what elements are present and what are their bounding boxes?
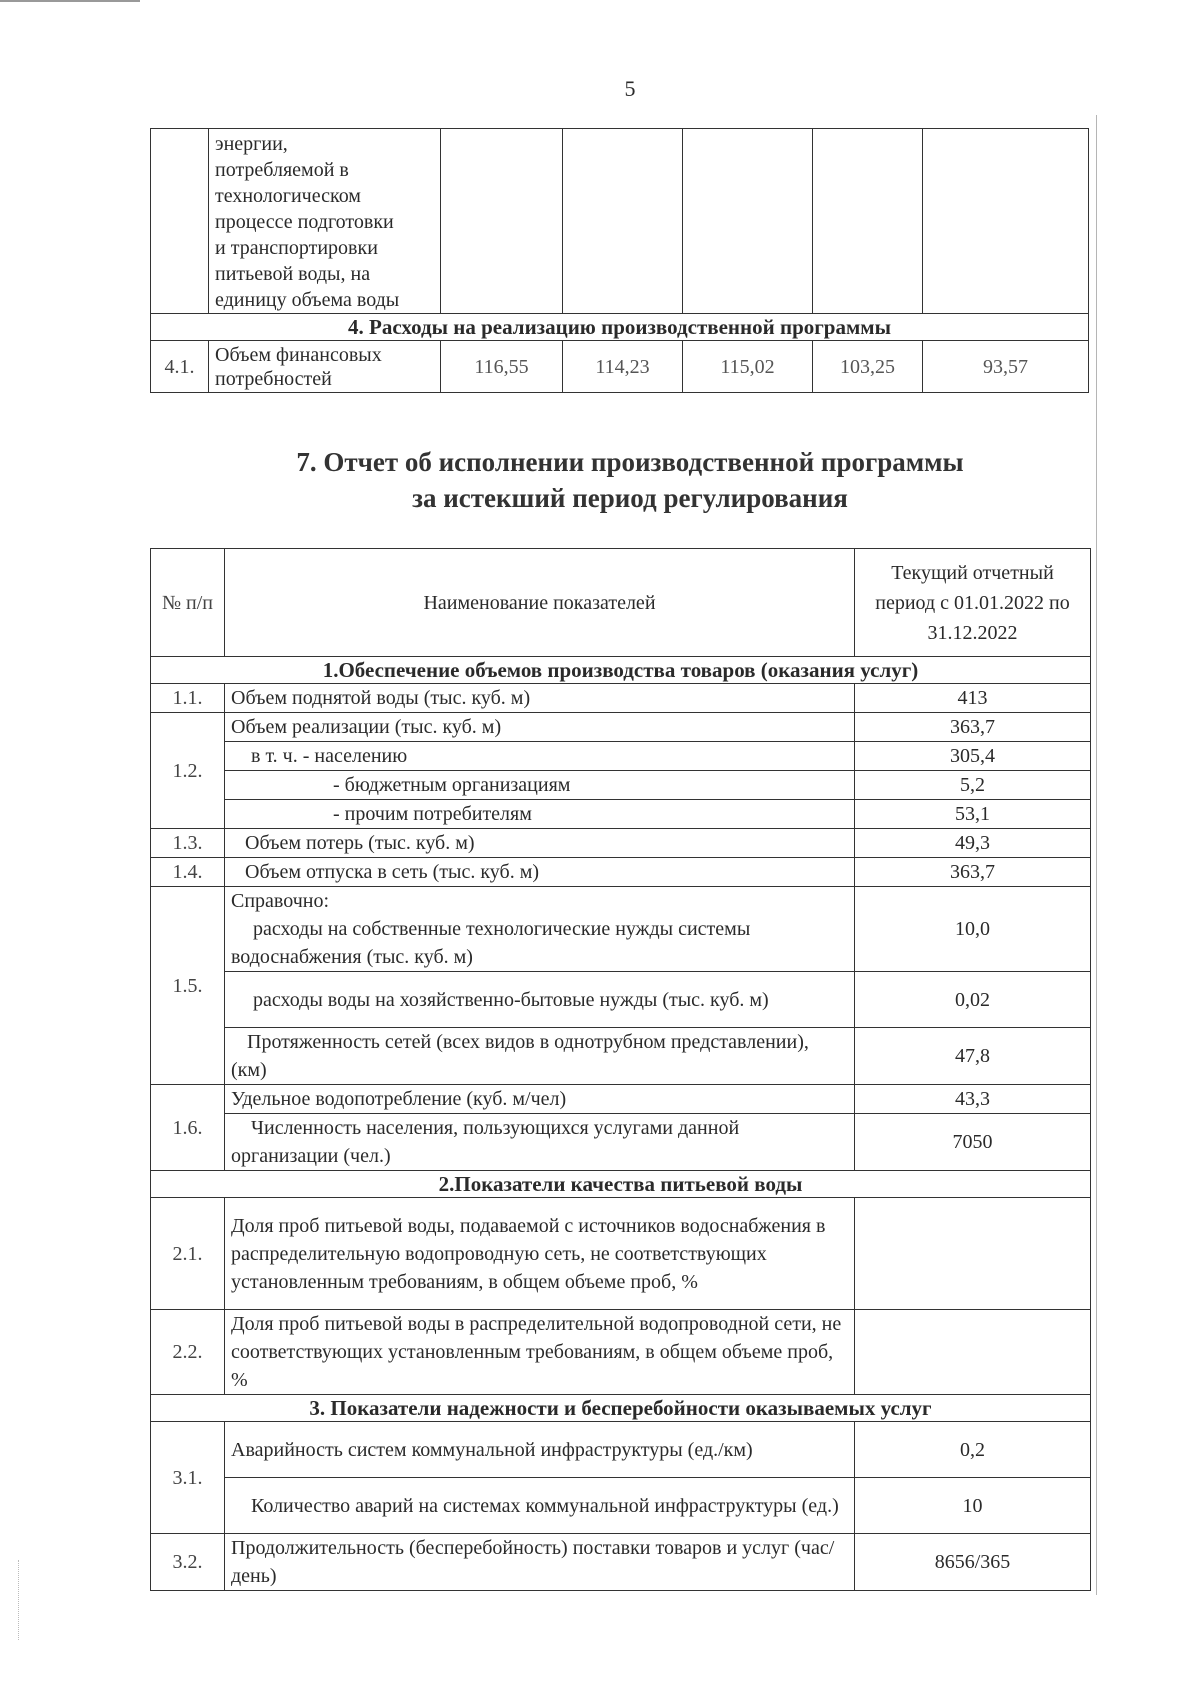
- indicator-name-cell: Протяженность сетей (всех видов в однотрубном представлении), (км): [225, 1028, 855, 1085]
- table-row: [151, 771, 1091, 800]
- value-cell: [855, 1310, 1091, 1395]
- row-number-cell: 2.1.: [151, 1198, 225, 1310]
- indicator-name-cell: Объем потерь (тыс. куб. м): [225, 829, 855, 858]
- indicator-name-cell: Объем финансовых потребностей: [209, 341, 441, 393]
- indicator-name-cell: - бюджетным организациям: [225, 771, 855, 800]
- value-cell: 413: [855, 684, 1091, 713]
- indicator-name-cell: Доля проб питьевой воды, подаваемой с источников водоснабжения в распределительную водопроводную сеть, не соответствующих установленным требованиям, в общем объеме проб, %: [225, 1198, 855, 1310]
- indicator-name-cell: расходы воды на хозяйственно-бытовые нужды (тыс. куб. м): [225, 972, 855, 1028]
- indicator-name-cell: Аварийность систем коммунальной инфраструктуры (ед./км): [225, 1422, 855, 1478]
- report-title-line-2: за истекший период регулирования: [412, 483, 848, 513]
- value-cell: 116,55: [441, 341, 563, 393]
- section-title: 1.Обеспечение объемов производства товаров (оказания услуг): [151, 657, 1091, 684]
- value-cell: [855, 1198, 1091, 1310]
- table-row: [151, 1085, 1091, 1114]
- row-number-cell: 2.2.: [151, 1310, 225, 1395]
- reference-label: Справочно:: [231, 890, 330, 912]
- value-cell: 47,8: [855, 1028, 1091, 1085]
- header-row: [151, 549, 1091, 657]
- indicator-name-cell: энергии, потребляемой в технологическом процессе подготовки и транспортировки питьевой воды, на единицу объема воды: [209, 129, 441, 314]
- value-cell: 10,0: [855, 887, 1091, 972]
- value-cell: 7050: [855, 1114, 1091, 1171]
- report-title-line-1: 7. Отчет об исполнении производственной программы: [296, 447, 964, 477]
- section-header-row: [151, 1395, 1091, 1422]
- indicator-name-cell: Объем реализации (тыс. куб. м): [225, 713, 855, 742]
- table-row: [151, 1478, 1091, 1534]
- table-row: [151, 684, 1091, 713]
- indicator-name-text: расходы на собственные технологические нужды системы водоснабжения (тыс. куб. м): [231, 918, 751, 968]
- table-row: [151, 1028, 1091, 1085]
- value-cell: 103,25: [813, 341, 923, 393]
- header-period: Текущий отчетный период с 01.01.2022 по 31.12.2022: [855, 549, 1091, 657]
- section-title: 2.Показатели качества питьевой воды: [151, 1171, 1091, 1198]
- value-cell: 0,2: [855, 1422, 1091, 1478]
- value-cell: 363,7: [855, 713, 1091, 742]
- scan-margin-marks: [18, 1560, 20, 1640]
- indicator-name-cell: Численность населения, пользующихся услугами данной организации (чел.): [225, 1114, 855, 1171]
- page-number: 5: [624, 76, 636, 101]
- row-number-cell: 4.1.: [151, 341, 209, 393]
- scan-edge-mark: [0, 0, 140, 2]
- table-row: [151, 1198, 1091, 1310]
- indicator-name-cell: [225, 887, 855, 972]
- table-row: [151, 1422, 1091, 1478]
- indicator-name-cell: в т. ч. - населению: [225, 742, 855, 771]
- row-number-cell: 1.1.: [151, 684, 225, 713]
- indicator-name-cell: Удельное водопотребление (куб. м/чел): [225, 1085, 855, 1114]
- table-row: [151, 129, 1089, 314]
- row-number-cell: 3.1.: [151, 1422, 225, 1534]
- table-row: [151, 1310, 1091, 1395]
- value-cell: 8656/365: [855, 1534, 1091, 1591]
- indicator-name-cell: Доля проб питьевой воды в распределительной водопроводной сети, не соответствующих установленным требованиям, в общем объеме проб, %: [225, 1310, 855, 1395]
- value-cell: 53,1: [855, 800, 1091, 829]
- table-row: [151, 858, 1091, 887]
- value-cell: 10: [855, 1478, 1091, 1534]
- value-cell: 0,02: [855, 972, 1091, 1028]
- value-cell: 5,2: [855, 771, 1091, 800]
- row-number-cell: 1.4.: [151, 858, 225, 887]
- row-number-cell: 3.2.: [151, 1534, 225, 1591]
- table-row: [151, 713, 1091, 742]
- indicator-name-cell: Объем отпуска в сеть (тыс. куб. м): [225, 858, 855, 887]
- table-row: [151, 829, 1091, 858]
- table-row: [151, 1534, 1091, 1591]
- row-number-cell: [151, 129, 209, 314]
- indicator-name-cell: Количество аварий на системах коммунальной инфраструктуры (ед.): [225, 1478, 855, 1534]
- section-title: 4. Расходы на реализацию производственной программы: [151, 314, 1089, 341]
- value-cell: 305,4: [855, 742, 1091, 771]
- table-row: [151, 887, 1091, 972]
- row-number-cell: 1.6.: [151, 1085, 225, 1171]
- section-title: 3. Показатели надежности и бесперебойности оказываемых услуг: [151, 1395, 1091, 1422]
- row-number-cell: 1.5.: [151, 887, 225, 1085]
- value-cell: 363,7: [855, 858, 1091, 887]
- indicator-name-cell: Продолжительность (бесперебойность) поставки товаров и услуг (час/день): [225, 1534, 855, 1591]
- table-row: [151, 742, 1091, 771]
- value-cell: 93,57: [923, 341, 1089, 393]
- value-cell: 115,02: [683, 341, 813, 393]
- production-program-table-continued: [150, 128, 1089, 393]
- header-num: № п/п: [151, 549, 225, 657]
- table-row: [151, 800, 1091, 829]
- table-row: [151, 972, 1091, 1028]
- value-cell: 114,23: [563, 341, 683, 393]
- indicator-name-cell: - прочим потребителям: [225, 800, 855, 829]
- header-name: Наименование показателей: [225, 549, 855, 657]
- table-row: [151, 1114, 1091, 1171]
- row-number-cell: 1.2.: [151, 713, 225, 829]
- section-header-row: [151, 657, 1091, 684]
- value-cell: 49,3: [855, 829, 1091, 858]
- indicator-name-cell: Объем поднятой воды (тыс. куб. м): [225, 684, 855, 713]
- scan-fold-line: [1096, 115, 1097, 1595]
- section-header-row: [151, 314, 1089, 341]
- report-table: [150, 548, 1091, 1591]
- value-cell: 43,3: [855, 1085, 1091, 1114]
- table-row: [151, 341, 1089, 393]
- report-title: [0, 444, 1200, 516]
- section-header-row: [151, 1171, 1091, 1198]
- row-number-cell: 1.3.: [151, 829, 225, 858]
